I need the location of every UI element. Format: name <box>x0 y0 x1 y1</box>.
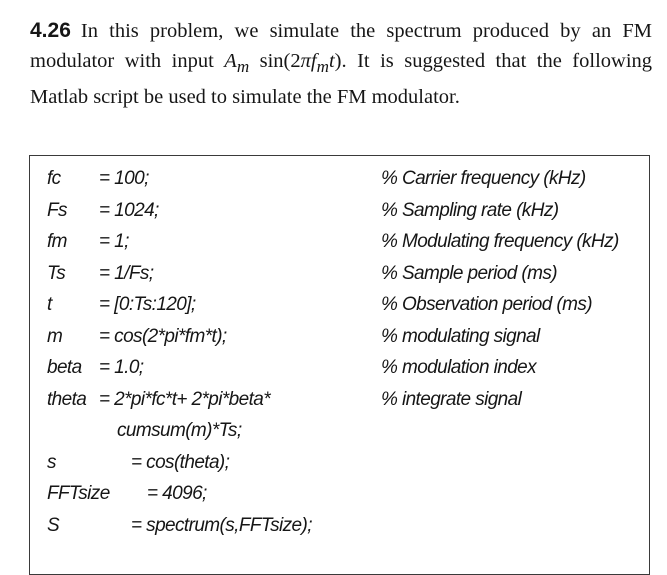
code-line <box>47 258 647 290</box>
code-variable: S <box>47 514 60 536</box>
code-comment: % Modulating frequency (kHz) <box>381 231 619 252</box>
code-variable: beta <box>47 357 82 378</box>
code-expression: = 1024; <box>99 199 159 221</box>
code-expression: = cos(2*pi*fm*t); <box>99 325 227 347</box>
code-expression: cumsum(m)*Ts; <box>117 420 242 441</box>
problem-number: 4.26 <box>30 19 71 42</box>
problem-text-b: ). It is suggested that the following Matlab script be used to simulate the FM modulator. <box>30 50 653 109</box>
code-comment: % Sampling rate (kHz) <box>381 199 559 221</box>
code-comment: % Sample period (ms) <box>381 262 557 284</box>
code-comment: % Observation period (ms) <box>381 294 592 315</box>
matlab-script <box>47 163 647 541</box>
problem-statement <box>30 16 652 112</box>
code-expression: = 1.0; <box>99 357 144 378</box>
code-expression: = 100; <box>99 168 149 189</box>
code-line <box>47 226 647 258</box>
problem-text-a: In this problem, we simulate the spectrum produced by an FM modulator with input <box>30 20 652 72</box>
math-frequency: $f_m$ <box>310 50 329 77</box>
code-expression: = 1; <box>99 231 129 252</box>
code-comment: % modulating signal <box>381 325 540 347</box>
code-variable: theta <box>47 388 87 410</box>
code-line <box>47 447 647 479</box>
code-line <box>47 384 647 416</box>
code-variable: m <box>47 325 63 347</box>
code-variable: fc <box>47 168 61 189</box>
code-expression: = spectrum(s,FFTsize); <box>131 514 312 536</box>
code-expression: = 4096; <box>147 483 207 504</box>
code-variable: t <box>47 294 52 315</box>
code-variable: fm <box>47 231 67 252</box>
math-amplitude: $A_m$ <box>224 50 250 77</box>
code-variable: s <box>47 451 56 473</box>
code-variable: Ts <box>47 262 66 284</box>
code-line <box>47 415 647 447</box>
math-pi: π <box>300 50 311 72</box>
problem-text-sin: sin(2 <box>249 50 301 72</box>
code-line <box>47 321 647 353</box>
code-line <box>47 478 647 510</box>
code-expression: = [0:Ts:120]; <box>99 294 196 315</box>
code-variable: Fs <box>47 199 67 221</box>
code-line <box>47 352 647 384</box>
code-line <box>47 163 647 195</box>
code-line <box>47 510 647 542</box>
code-line <box>47 289 647 321</box>
code-comment: % Carrier frequency (kHz) <box>381 168 586 189</box>
code-comment: % modulation index <box>381 357 537 378</box>
code-expression: = cos(theta); <box>131 451 230 473</box>
math-time: t <box>328 50 335 72</box>
code-expression: = 2*pi*fc*t+ 2*pi*beta* <box>99 388 271 410</box>
code-expression: = 1/Fs; <box>99 262 154 284</box>
code-variable: FFTsize <box>47 483 110 504</box>
code-comment: % integrate signal <box>381 388 522 410</box>
code-line <box>47 195 647 227</box>
